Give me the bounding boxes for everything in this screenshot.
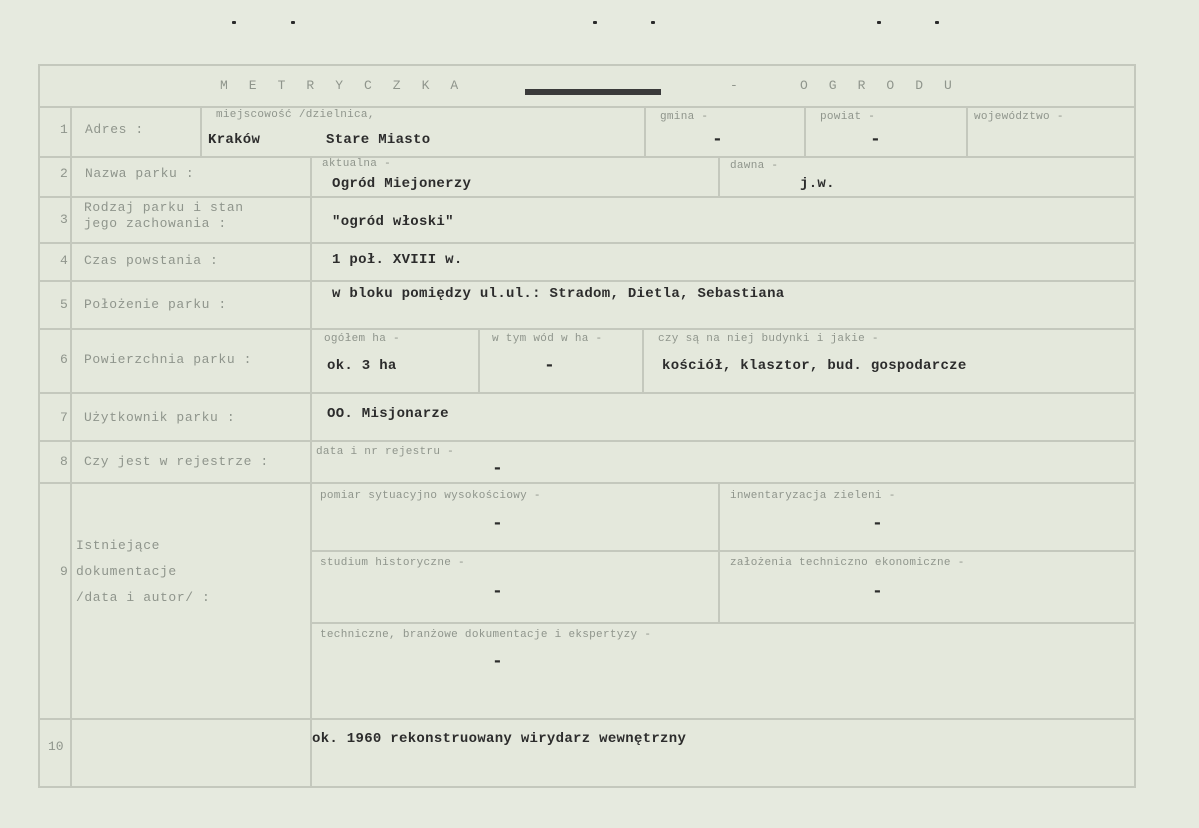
greenery-inventory-value: -: [872, 514, 884, 534]
number-column-divider: [70, 106, 72, 786]
row-divider: [40, 392, 1134, 394]
current-name-value: Ogród Miejonerzy: [332, 176, 472, 192]
title-dash: -: [730, 78, 738, 93]
row-number: 3: [60, 212, 68, 227]
greenery-inventory-header: inwentaryzacja zieleni -: [730, 490, 896, 502]
park-name-label: Nazwa parku :: [85, 166, 195, 181]
user-value: OO. Misjonarze: [327, 406, 449, 422]
binding-dot: [291, 21, 295, 24]
park-type-label-line2: jego zachowania :: [84, 216, 227, 231]
label-column-divider: [310, 156, 312, 786]
documentation-label-line3: /data i autor/ :: [76, 590, 211, 605]
repairs-value: ok. 1960 rekonstruowany wirydarz wewnętrzny: [312, 731, 687, 747]
address-label: Adres :: [85, 122, 144, 137]
current-name-header: aktualna -: [322, 158, 392, 170]
cell-divider: [644, 106, 646, 156]
water-area-value: -: [544, 356, 556, 376]
row-divider: [40, 718, 1134, 720]
user-label: Użytkownik parku :: [84, 410, 236, 425]
buildings-value: kościół, klasztor, bud. gospodarcze: [662, 358, 967, 374]
creation-time-value: 1 poł. XVIII w.: [332, 252, 463, 268]
survey-value: -: [492, 514, 504, 534]
historical-study-value: -: [492, 582, 504, 602]
place-header: miejscowość /dzielnica,: [216, 109, 375, 121]
location-value: w bloku pomiędzy ul.ul.: Stradom, Dietla, Sebastiana: [332, 286, 785, 302]
former-name-header: dawna -: [730, 160, 779, 172]
register-header: data i nr rejestru -: [316, 446, 455, 458]
row-number: 8: [60, 454, 68, 469]
powiat-header: powiat -: [820, 111, 876, 123]
technical-economic-value: -: [872, 582, 884, 602]
form-title: METRYCZKA: [220, 78, 480, 93]
row-divider: [40, 482, 1134, 484]
row-divider: [310, 550, 1134, 552]
technical-economic-header: założenia techniczno ekonomiczne -: [730, 557, 965, 569]
documentation-label-line1: Istniejące: [76, 538, 161, 553]
gmina-header: gmina -: [660, 111, 709, 123]
total-area-value: ok. 3 ha: [327, 358, 397, 374]
binding-dot: [935, 21, 939, 24]
row-divider: [40, 242, 1134, 244]
row-number: 1: [60, 122, 68, 137]
register-value: -: [492, 459, 504, 479]
row-number: 5: [60, 297, 68, 312]
row-number: 7: [60, 410, 68, 425]
row-number: 10: [48, 739, 64, 754]
cell-divider: [718, 482, 720, 622]
row-divider: [40, 156, 1134, 158]
cell-divider: [478, 328, 480, 392]
row-divider: [40, 440, 1134, 442]
struck-out-text: [525, 89, 661, 95]
row-divider: [40, 280, 1134, 282]
row-divider: [40, 328, 1134, 330]
district-value: Stare Miasto: [326, 132, 431, 148]
former-name-value: j.w.: [800, 176, 835, 192]
row-divider: [310, 622, 1134, 624]
row-divider: [40, 196, 1134, 198]
city-value: Kraków: [208, 132, 261, 148]
row-number: 2: [60, 166, 68, 181]
binding-dot: [593, 21, 597, 24]
park-type-label-line1: Rodzaj parku i stan: [84, 200, 244, 215]
form-title-suffix: OGRODU: [800, 78, 973, 93]
row-number: 6: [60, 352, 68, 367]
total-area-header: ogółem ha -: [324, 333, 400, 345]
cell-divider: [966, 106, 968, 156]
buildings-header: czy są na niej budynki i jakie -: [658, 333, 879, 345]
survey-header: pomiar sytuacyjno wysokościowy -: [320, 490, 541, 502]
cell-divider: [718, 156, 720, 196]
area-label: Powierzchnia parku :: [84, 352, 253, 367]
row-number: 4: [60, 253, 68, 268]
technical-docs-header: techniczne, branżowe dokumentacje i ekspertyzy -: [320, 629, 652, 641]
historical-study-header: studium historyczne -: [320, 557, 465, 569]
gmina-value: -: [712, 130, 724, 150]
park-record-form: [38, 64, 1136, 788]
binding-dot: [651, 21, 655, 24]
binding-dot: [232, 21, 236, 24]
cell-divider: [804, 106, 806, 156]
row-number: 9: [60, 564, 68, 579]
park-type-value: "ogród włoski": [332, 214, 454, 230]
cell-divider: [200, 106, 202, 156]
register-label: Czy jest w rejestrze :: [84, 454, 269, 469]
creation-time-label: Czas powstania :: [84, 253, 219, 268]
binding-dot: [877, 21, 881, 24]
row-divider: [40, 106, 1134, 108]
cell-divider: [642, 328, 644, 392]
voivodeship-header: województwo -: [974, 111, 1064, 123]
location-label: Położenie parku :: [84, 297, 227, 312]
water-area-header: w tym wód w ha -: [492, 333, 603, 345]
documentation-label-line2: dokumentacje: [76, 564, 177, 579]
powiat-value: -: [870, 130, 882, 150]
technical-docs-value: -: [492, 652, 504, 672]
